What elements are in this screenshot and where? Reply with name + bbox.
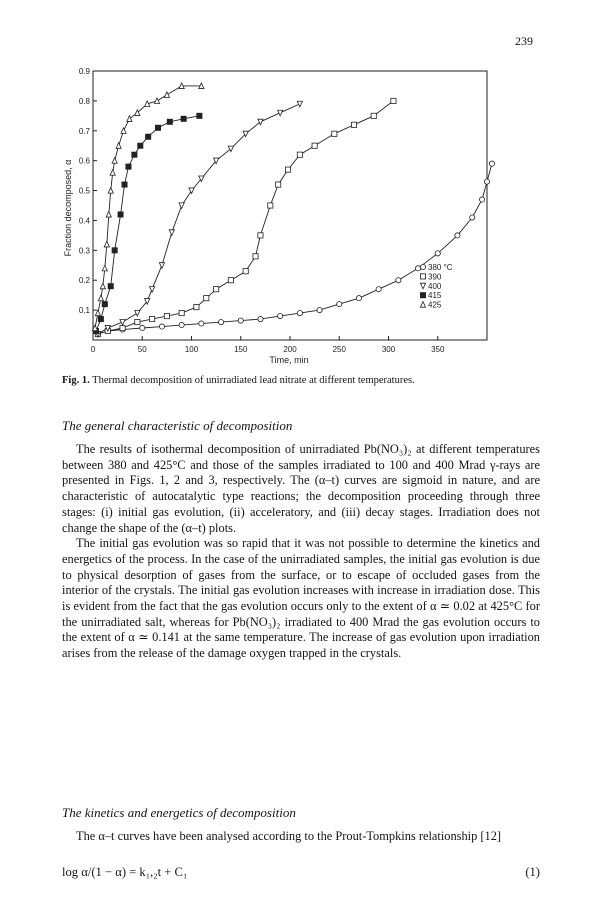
data-point (204, 296, 209, 301)
y-tick-label: 0.3 (78, 246, 90, 256)
paragraph: The results of isothermal decomposition of unirradiated Pb(NO₃)₂ at different temperatures between 380 and 425°C and those of the samples irradiated to 100 and 400 Mrad γ-rays are presented in Figs. 1, 2 and 3, respectively. The (α–t) curves are sigmoid in nature, and are characteristic of autocatalytic type reactions; the decomposition proceeding through three stages: (i) initial gas evolution, (ii) acceleratory, and (iii) decay stages. Irradiation does not change the shape of the (α–t) plots. (62, 442, 540, 535)
data-point (108, 284, 113, 289)
x-tick-label: 300 (381, 345, 396, 354)
page-number: 239 (515, 34, 533, 48)
data-point (98, 295, 103, 301)
y-tick-label: 0.1 (78, 306, 90, 316)
data-point (243, 269, 248, 274)
data-point (95, 310, 100, 316)
legend-marker (420, 293, 425, 298)
caption-label: Fig. 1. (62, 375, 90, 386)
x-tick-label: 50 (137, 345, 147, 354)
data-point (258, 233, 263, 238)
data-point (484, 179, 489, 184)
y-tick-label: 0.4 (78, 216, 90, 226)
data-point (112, 158, 117, 164)
x-tick-label: 100 (184, 345, 199, 354)
data-point (102, 265, 107, 271)
data-point (120, 319, 125, 325)
section-heading-1: The general characteristic of decomposition (62, 418, 293, 433)
data-point (127, 116, 132, 122)
data-point (154, 98, 159, 104)
data-point (258, 316, 263, 321)
data-point (297, 101, 302, 107)
data-point (164, 313, 169, 318)
data-point (332, 131, 337, 136)
section-heading-2: The kinetics and energetics of decomposition (62, 805, 296, 820)
y-tick-label: 0.5 (78, 186, 90, 196)
data-point (415, 266, 420, 271)
legend-label: 415 (428, 291, 442, 301)
data-point (371, 113, 376, 118)
legend-marker (420, 274, 425, 279)
data-point (278, 313, 283, 318)
data-point (146, 134, 151, 139)
legend-label: 390 (428, 272, 442, 282)
data-point (214, 287, 219, 292)
series-line-2 (98, 104, 300, 334)
data-point (98, 316, 103, 321)
legend-marker (420, 264, 425, 269)
data-point (169, 230, 174, 236)
data-point (297, 152, 302, 157)
x-axis-label: Time, min (269, 355, 309, 365)
data-point (312, 143, 317, 148)
data-point (317, 308, 322, 313)
data-point (218, 319, 223, 324)
data-point (116, 143, 121, 149)
data-point (228, 146, 233, 152)
equation-number: (1) (525, 865, 540, 879)
data-point (470, 215, 475, 220)
data-point (297, 311, 302, 316)
data-point (455, 233, 460, 238)
data-point (135, 311, 140, 317)
data-point (479, 197, 484, 202)
x-tick-label: 200 (283, 345, 297, 354)
data-point (102, 302, 107, 307)
data-point (140, 325, 145, 330)
data-point (194, 305, 199, 310)
data-point (106, 211, 111, 217)
data-point (228, 278, 233, 283)
data-point (126, 164, 131, 169)
data-point (356, 296, 361, 301)
data-point (337, 302, 342, 307)
data-point (489, 161, 494, 166)
data-point (351, 122, 356, 127)
section-body-2 (62, 829, 540, 845)
data-point (268, 203, 273, 208)
x-tick-label: 350 (431, 345, 445, 354)
section-body-1 (62, 442, 540, 662)
y-tick-label: 0.6 (78, 156, 90, 166)
legend-label: 380 °C (428, 263, 453, 272)
data-point (391, 98, 396, 103)
paragraph: The initial gas evolution was so rapid that it was not possible to determine the kinetics and energetics of the process. In the case of the unirradiated samples, the initial gas evolution is due to physical desorption of gases from the surface, or to escape of occluded gases from the interior of the crystals. The initial gas evolution increases with increase in irradiation dose. This is evident from the fact that the gas evolution occurs only to the extent of α ≃ 0.02 at 425°C for the unirradiated salt, whereas for Pb(NO₃)₂ irradiated to 400 Mrad the gas evolution occurs to the extent of α ≃ 0.141 at the same temperature. The increase of gas evolution upon irradiation arises from the release of the damage oxygen trapped in the crystals. (62, 536, 540, 661)
data-point (135, 319, 140, 324)
data-point (179, 322, 184, 327)
x-tick-label: 0 (90, 345, 96, 354)
y-tick-label: 0.9 (78, 67, 90, 76)
chart-legend (420, 263, 452, 310)
data-point (155, 125, 160, 130)
figure-caption (62, 375, 562, 386)
data-point (121, 128, 126, 134)
data-point (396, 278, 401, 283)
data-point (238, 318, 243, 323)
data-point (150, 287, 155, 293)
data-point (164, 92, 169, 98)
equation-1 (62, 865, 540, 880)
y-tick-label: 0.7 (78, 126, 90, 136)
data-point (181, 116, 186, 121)
data-point (104, 241, 109, 247)
data-point (122, 182, 127, 187)
x-tick-label: 150 (234, 345, 248, 354)
data-point (132, 152, 137, 157)
caption-text: Thermal decomposition of unirradiated lead nitrate at different temperatures. (92, 375, 415, 386)
data-point (376, 287, 381, 292)
series-line-4 (95, 86, 201, 328)
data-point (253, 254, 258, 259)
data-point (100, 283, 105, 289)
data-point (285, 167, 290, 172)
legend-label: 425 (428, 300, 442, 310)
data-point (278, 110, 283, 116)
data-point (159, 263, 164, 269)
data-point (120, 325, 125, 330)
data-point (435, 251, 440, 256)
data-point (112, 248, 117, 253)
y-tick-label: 0.2 (78, 276, 90, 286)
data-point (150, 316, 155, 321)
equation-text: log α/(1 − α) = k₁,₂t + C₁ (62, 865, 188, 879)
data-point (276, 182, 281, 187)
data-point (179, 203, 184, 209)
legend-label: 400 (428, 281, 442, 291)
figure-chart (0, 0, 595, 372)
data-point (110, 170, 115, 176)
data-point (108, 188, 113, 194)
y-tick-label: 0.8 (78, 96, 90, 106)
data-point (179, 311, 184, 316)
data-point (138, 143, 143, 148)
data-point (258, 119, 263, 125)
data-point (197, 113, 202, 118)
data-point (199, 321, 204, 326)
legend-marker (420, 302, 425, 308)
y-axis-label: Fraction decomposed, α (63, 159, 73, 257)
paragraph: The α–t curves have been analysed according to the Prout-Tompkins relationship [12] (76, 829, 502, 843)
data-point (159, 324, 164, 329)
data-point (118, 212, 123, 217)
data-point (167, 119, 172, 124)
x-tick-label: 250 (332, 345, 346, 354)
legend-marker (420, 283, 425, 289)
